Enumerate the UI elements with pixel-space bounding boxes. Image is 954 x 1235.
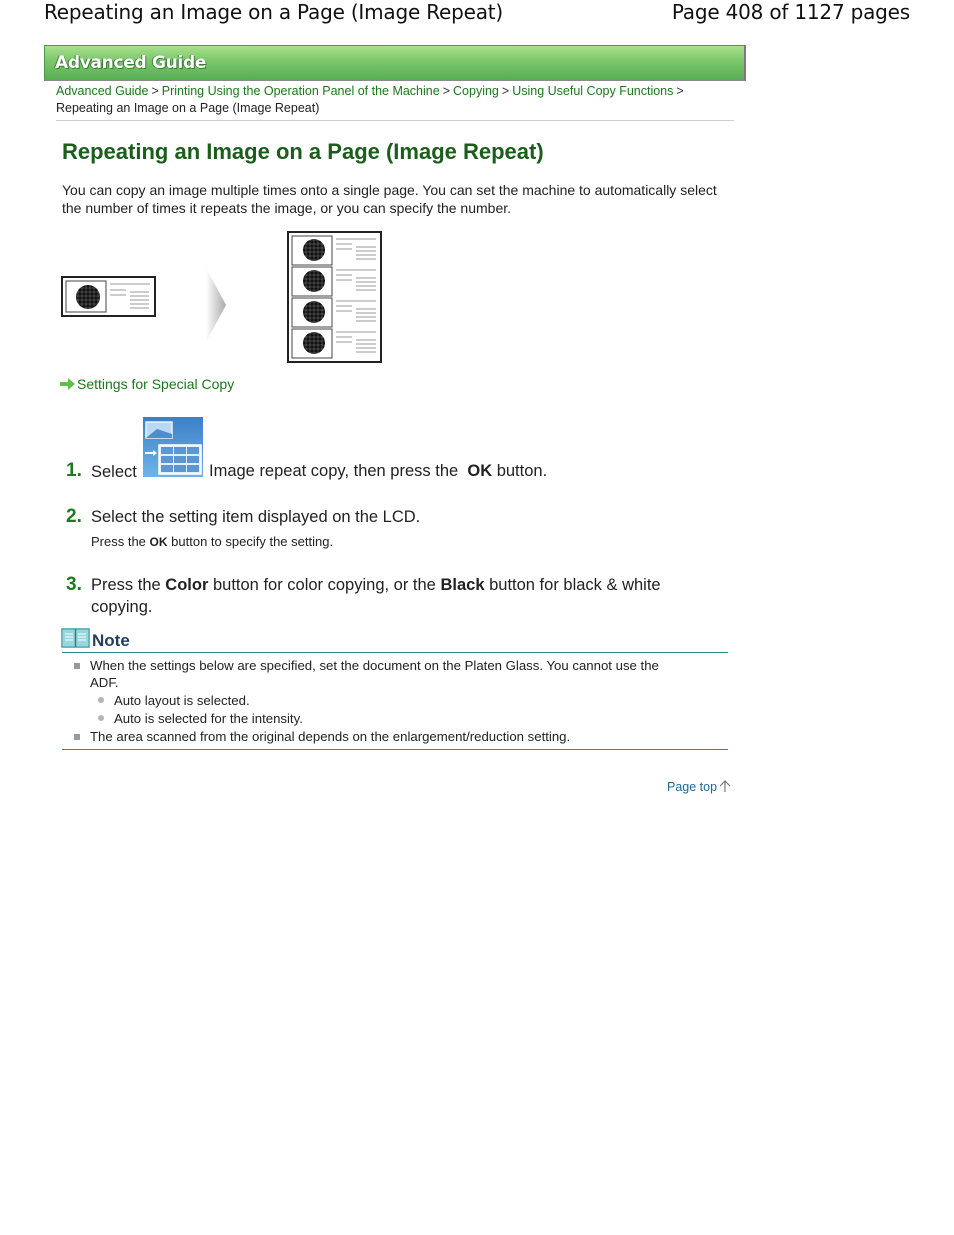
note-bottom-rule xyxy=(62,749,728,750)
settings-special-copy-link[interactable] xyxy=(60,376,234,392)
page-top-label: Page top xyxy=(667,780,718,794)
transform-arrow xyxy=(206,268,226,342)
black-button-label: Black xyxy=(440,576,485,594)
step-3-number: 3. xyxy=(66,574,82,595)
step-1-end-text: button. xyxy=(496,462,548,480)
step-1-select-text: Select xyxy=(91,463,137,481)
page-top-link[interactable] xyxy=(667,780,731,794)
breadcrumb-link-printing-operation-panel[interactable]: Printing Using the Operation Panel of the Machine xyxy=(161,84,440,98)
color-button-label: Color xyxy=(165,576,209,594)
repeated-output-graphic xyxy=(288,232,381,362)
step-2-subtext xyxy=(91,534,333,549)
book-icon xyxy=(61,627,90,649)
square-bullet-icon xyxy=(74,734,80,740)
breadcrumb-separator: > xyxy=(676,84,684,98)
ok-button-label: OK xyxy=(149,535,168,549)
banner-label: Advanced Guide xyxy=(55,53,207,73)
original-document-graphic xyxy=(62,277,155,316)
note-label: Note xyxy=(92,631,130,650)
breadcrumb xyxy=(56,83,736,117)
note-item-1-line-2: ADF. xyxy=(90,675,119,690)
advanced-guide-banner xyxy=(44,45,746,81)
breadcrumb-separator: > xyxy=(501,84,510,98)
step-1-instruction xyxy=(209,460,547,482)
square-bullet-icon xyxy=(74,663,80,669)
settings-special-copy-label: Settings for Special Copy xyxy=(77,376,235,392)
step-2-text: Select the setting item displayed on the LCD. xyxy=(91,508,421,526)
step-3-end: button for black & white xyxy=(489,576,661,594)
note-top-rule xyxy=(62,652,728,653)
breadcrumb-link-copying[interactable]: Copying xyxy=(453,84,499,98)
step-2-number: 2. xyxy=(66,506,82,527)
note-item-1 xyxy=(90,657,720,691)
image-repeat-illustration xyxy=(60,230,400,370)
breadcrumb-divider xyxy=(56,120,734,121)
step-1-after-text: Image repeat copy, then press the xyxy=(209,462,459,480)
step-1-number: 1. xyxy=(66,460,82,481)
step-3-line-1 xyxy=(91,574,661,596)
breadcrumb-separator: > xyxy=(442,84,451,98)
step-2-sub-after: button to specify the setting. xyxy=(171,534,334,549)
intro-paragraph: You can copy an image multiple times onto a single page. You can set the machine to automatically select the number of times it repeats the image, or you can specify the number. xyxy=(62,182,717,216)
round-bullet-icon xyxy=(98,697,104,703)
step-3-before: Press the xyxy=(91,576,161,594)
page-title: Repeating an Image on a Page (Image Repeat) xyxy=(62,139,544,164)
note-subitem-auto-intensity: Auto is selected for the intensity. xyxy=(114,711,303,726)
page-indicator: Page 408 of 1127 pages xyxy=(671,0,910,24)
step-2-sub-before: Press the xyxy=(91,534,146,549)
note-item-2: The area scanned from the original depends on the enlargement/reduction setting. xyxy=(90,729,571,744)
up-arrow-icon xyxy=(719,780,731,793)
breadcrumb-link-useful-copy-functions[interactable]: Using Useful Copy Functions xyxy=(512,84,674,98)
note-subitem-auto-layout: Auto layout is selected. xyxy=(114,693,250,708)
document-title: Repeating an Image on a Page (Image Repeat) xyxy=(44,0,504,24)
round-bullet-icon xyxy=(98,715,104,721)
breadcrumb-link-advanced-guide[interactable]: Advanced Guide xyxy=(56,84,149,98)
step-3-middle: button for color copying, or the xyxy=(212,576,436,594)
ok-button-label: OK xyxy=(467,462,493,480)
breadcrumb-current: Repeating an Image on a Page (Image Repeat) xyxy=(56,101,320,115)
note-item-1-line-1: When the settings below are specified, set the document on the Platen Glass. You cannot use the xyxy=(90,658,659,673)
green-arrow-icon xyxy=(60,378,75,390)
step-3-line-2: copying. xyxy=(91,598,153,616)
image-repeat-copy-icon xyxy=(143,417,203,477)
breadcrumb-separator: > xyxy=(151,84,159,98)
